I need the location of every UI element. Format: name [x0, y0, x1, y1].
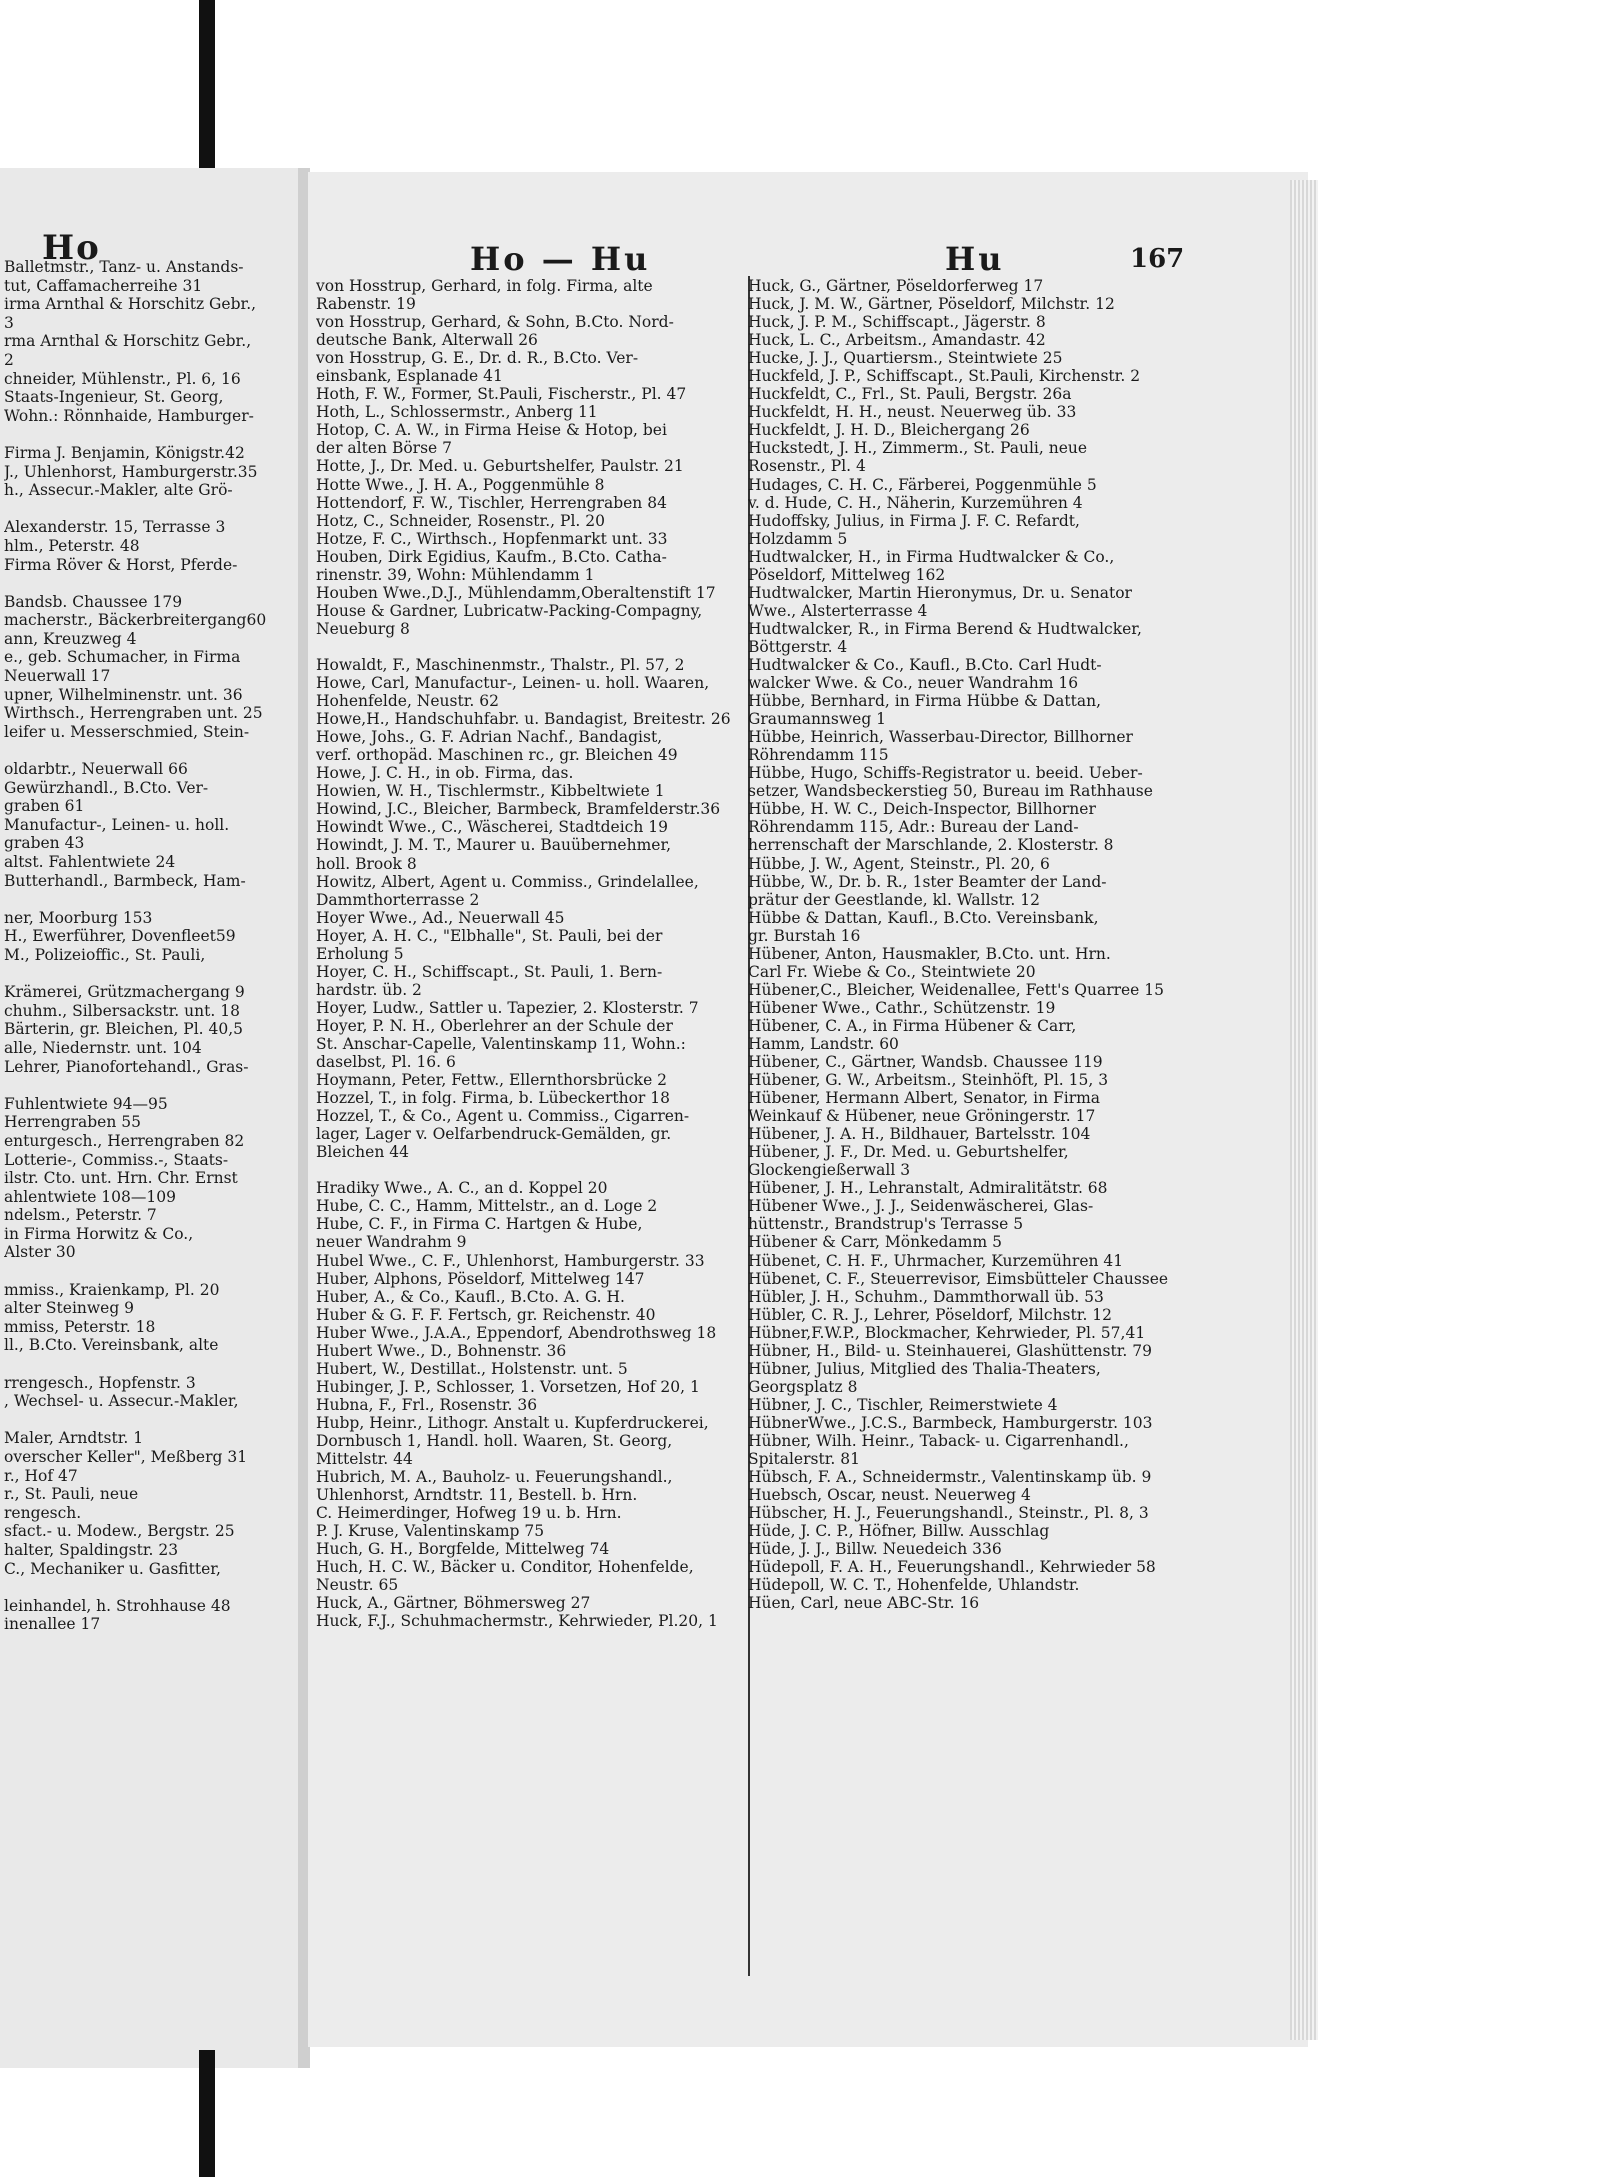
directory-entry-line: Huck, A., Gärtner, Böhmersweg 27 — [316, 1594, 591, 1613]
directory-entry-line: Hübbe, Hugo, Schiffs-Registrator u. beeid. Ueber- — [748, 764, 1143, 783]
binding-strip-top — [199, 0, 215, 170]
directory-entry-line: walcker Wwe. & Co., neuer Wandrahm 16 — [748, 674, 1079, 693]
directory-entry-line: Neuerwall 17 — [4, 667, 111, 686]
directory-entry-line: J., Uhlenhorst, Hamburgerstr.35 — [4, 462, 258, 481]
directory-entry-line: Howindt, J. M. T., Maurer u. Bauübernehmer, — [316, 836, 672, 855]
directory-entry-line — [4, 1355, 301, 1374]
directory-entry-line: Hudtwalcker, H., in Firma Hudtwalcker & Co., — [748, 547, 1115, 566]
directory-entry-line: Hoymann, Peter, Fettw., Ellernthorsbrücke 2 — [316, 1071, 668, 1090]
directory-entry-line: Huebsch, Oscar, neust. Neuerweg 4 — [748, 1486, 1031, 1505]
directory-entry-line: Dammthorterrasse 2 — [316, 890, 480, 909]
directory-entry-line: Hübener Wwe., J. J., Seidenwäscherei, Glas- — [748, 1197, 1094, 1216]
directory-entry-line: Huber, A., & Co., Kaufl., B.Cto. A. G. H. — [316, 1287, 625, 1306]
directory-entry-line: inenallee 17 — [4, 1615, 101, 1634]
directory-entry-line — [4, 425, 301, 444]
directory-entry-line: P. J. Kruse, Valentinskamp 75 — [316, 1522, 545, 1541]
directory-entry-line: M., Polizeioffic., St. Pauli, — [4, 945, 206, 964]
directory-entry-line: sfact.- u. Modew., Bergstr. 25 — [4, 1522, 235, 1541]
directory-entry-line: upner, Wilhelminenstr. unt. 36 — [4, 685, 243, 704]
directory-entry-line: Bleichen 44 — [316, 1143, 409, 1162]
directory-entry-line: altst. Fahlentwiete 24 — [4, 853, 176, 871]
directory-entry-line: Hoyer, C. H., Schiffscapt., St. Pauli, 1. Bern- — [316, 962, 663, 981]
directory-entry-line: halter, Spaldingstr. 23 — [4, 1540, 179, 1559]
directory-entry-line: Hübner, Julius, Mitglied des Thalia-Theaters, — [748, 1359, 1101, 1378]
directory-entry-line: Hübbe, J. W., Agent, Steinstr., Pl. 20, 6 — [748, 854, 1050, 873]
directory-entry-line: Hradiky Wwe., A. C., an d. Koppel 20 — [316, 1179, 608, 1198]
directory-entry-line: Huch, H. C. W., Bäcker u. Conditor, Hohenfelde, — [316, 1558, 694, 1577]
directory-entry-line: overscher Keller", Meßberg 31 — [4, 1448, 248, 1466]
directory-entry-line: enturgesch., Herrengraben 82 — [4, 1131, 245, 1150]
directory-entry-line: Hohenfelde, Neustr. 62 — [316, 692, 499, 711]
directory-entry-line: Wwe., Alsterterrasse 4 — [748, 601, 928, 620]
directory-entry-line: ll., B.Cto. Vereinsbank, alte — [4, 1336, 219, 1355]
directory-entry-line: verf. orthopäd. Maschinen rc., gr. Bleichen 49 — [316, 746, 678, 765]
directory-entry-line: Hübscher, H. J., Feuerungshandl., Steinstr., Pl. 8, 3 — [748, 1504, 1149, 1523]
directory-entry-line: Huch, G. H., Borgfelde, Mittelweg 74 — [316, 1540, 610, 1559]
directory-entry-line: Hübner,F.W.P., Blockmacher, Kehrwieder, Pl. 57,41 — [748, 1323, 1146, 1342]
directory-entry-line: lager, Lager v. Oelfarbendruck-Gemälden, gr. — [316, 1125, 672, 1144]
left-page — [0, 168, 301, 2068]
directory-entry-line: Krämerei, Grützmachergang 9 — [4, 983, 245, 1002]
directory-entry-line — [4, 1262, 301, 1281]
directory-entry-line: leifer u. Messerschmied, Stein- — [4, 722, 250, 741]
directory-entry-line — [316, 1161, 756, 1179]
directory-entry-line — [4, 500, 301, 519]
directory-entry-line: Hübener, Anton, Hausmakler, B.Cto. unt. Hrn. — [748, 944, 1111, 963]
directory-entry-line: Hübbe, W., Dr. b. R., 1ster Beamter der Land- — [748, 872, 1107, 891]
directory-entry-line: Hudoffsky, Julius, in Firma J. F. C. Refardt, — [748, 511, 1080, 530]
directory-entry-line: ann, Kreuzweg 4 — [4, 629, 137, 648]
directory-entry-line: ahlentwiete 108—109 — [4, 1187, 176, 1206]
left-page-entries — [4, 258, 301, 1634]
directory-entry-line: herrenschaft der Marschlande, 2. Klosterstr. 8 — [748, 836, 1114, 855]
directory-entry-line: r., Hof 47 — [4, 1466, 78, 1485]
directory-entry-line: Balletmstr., Tanz- u. Anstands- — [4, 258, 244, 276]
directory-entry-line: daselbst, Pl. 16. 6 — [316, 1053, 456, 1072]
directory-entry-line: Howind, J.C., Bleicher, Barmbeck, Bramfelderstr.36 — [316, 800, 721, 819]
directory-entry-line: C. Heimerdinger, Hofweg 19 u. b. Hrn. — [316, 1504, 622, 1523]
directory-entry-line: v. d. Hude, C. H., Näherin, Kurzemühren 4 — [748, 493, 1083, 512]
directory-entry-line: Howe, J. C. H., in ob. Firma, das. — [316, 764, 574, 783]
directory-entry-line: Gewürzhandl., B.Cto. Ver- — [4, 778, 209, 797]
directory-entry-line: Hübbe & Dattan, Kaufl., B.Cto. Vereinsbank, — [748, 908, 1099, 927]
directory-entry-line: Hübner, H., Bild- u. Steinhauerei, Glashüttenstr. 79 — [748, 1341, 1152, 1360]
directory-entry-line: Howe, Johs., G. F. Adrian Nachf., Bandagist, — [316, 728, 663, 747]
directory-entry-line: Maler, Arndtstr. 1 — [4, 1429, 144, 1448]
directory-entry-line: Hudtwalcker & Co., Kaufl., B.Cto. Carl Hudt- — [748, 655, 1102, 674]
directory-entry-line: Huck, J. M. W., Gärtner, Pöseldorf, Milchstr. 12 — [748, 295, 1115, 314]
directory-entry-line: rinenstr. 39, Wohn: Mühlendamm 1 — [316, 565, 595, 584]
directory-entry-line: gr. Burstah 16 — [748, 926, 861, 945]
directory-entry-line: Hübener, J. A. H., Bildhauer, Bartelsstr. 104 — [748, 1125, 1091, 1144]
directory-entry-line: Hoyer Wwe., Ad., Neuerwall 45 — [316, 908, 565, 927]
directory-entry-line: Hoth, L., Schlossermstr., Anberg 11 — [316, 403, 598, 422]
directory-entry-line — [4, 1411, 301, 1430]
directory-entry-line: Hoyer, P. N. H., Oberlehrer an der Schule der — [316, 1016, 673, 1035]
directory-entry-line: 2 — [4, 350, 14, 369]
directory-entry-line: Howindt Wwe., C., Wäscherei, Stadtdeich 19 — [316, 818, 668, 837]
directory-entry-line: Hotz, C., Schneider, Rosenstr., Pl. 20 — [316, 511, 605, 530]
directory-entry-line: Hübler, C. R. J., Lehrer, Pöseldorf, Milchstr. 12 — [748, 1305, 1113, 1324]
directory-entry-line: in Firma Horwitz & Co., — [4, 1224, 194, 1243]
directory-entry-line — [4, 1076, 301, 1095]
directory-entry-line: Erholung 5 — [316, 944, 404, 963]
directory-entry-line: Glockengießerwall 3 — [748, 1161, 911, 1180]
directory-entry-line: C., Mechaniker u. Gasfitter, — [4, 1559, 221, 1578]
directory-entry-line: Huckfeldt, H. H., neust. Neuerweg üb. 33 — [748, 403, 1077, 422]
directory-entry-line: Rosenstr., Pl. 4 — [748, 457, 866, 476]
directory-entry-line: Hubert, W., Destillat., Holstenstr. unt. 5 — [316, 1359, 628, 1378]
directory-entry-line: Dornbusch 1, Handl. holl. Waaren, St. Georg, — [316, 1432, 673, 1450]
directory-entry-line: mmiss, Peterstr. 18 — [4, 1317, 156, 1336]
directory-entry-line: H., Ewerführer, Dovenfleet59 — [4, 927, 236, 946]
directory-entry-line: Hoyer, A. H. C., "Elbhalle", St. Pauli, bei der — [316, 926, 663, 945]
directory-entry-line: rrengesch., Hopfenstr. 3 — [4, 1373, 196, 1392]
directory-entry-line: Wohn.: Rönnhaide, Hamburger- — [4, 406, 254, 425]
directory-entry-line: irma Arnthal & Horschitz Gebr., — [4, 295, 257, 314]
directory-entry-line: Hübener, C., Gärtner, Wandsb. Chaussee 119 — [748, 1053, 1103, 1072]
directory-entry-line: Staats-Ingenieur, St. Georg, — [4, 388, 224, 407]
directory-entry-line: Hübener,C., Bleicher, Weidenallee, Fett's Quarree 15 — [748, 980, 1165, 999]
directory-entry-line: Hubp, Heinr., Lithogr. Anstalt u. Kupferdruckerei, — [316, 1413, 709, 1432]
directory-entry-line: Georgsplatz 8 — [748, 1377, 858, 1396]
directory-entry-line: Röhrendamm 115, Adr.: Bureau der Land- — [748, 818, 1079, 837]
directory-entry-line: Hübener, J. H., Lehranstalt, Admiralitätstr. 68 — [748, 1179, 1108, 1198]
directory-entry-line: neuer Wandrahm 9 — [316, 1233, 467, 1252]
directory-entry-line: Howitz, Albert, Agent u. Commiss., Grindelallee, — [316, 872, 699, 891]
directory-entry-line: Hube, C. F., in Firma C. Hartgen & Hube, — [316, 1215, 643, 1234]
directory-entry-line: Hubinger, J. P., Schlosser, 1. Vorsetzen, Hof 20, 1 — [316, 1377, 700, 1396]
directory-entry-line: Hübener, Hermann Albert, Senator, in Firma — [748, 1089, 1101, 1108]
directory-entry-line: Holzdamm 5 — [748, 529, 848, 548]
directory-entry-line: Hübler, J. H., Schuhm., Dammthorwall üb. 53 — [748, 1287, 1104, 1306]
directory-entry-line — [4, 965, 301, 984]
directory-entry-line: Hübenet, C. F., Steuerrevisor, Eimsbütteler Chaussee — [748, 1269, 1169, 1288]
directory-entry-line — [4, 741, 301, 760]
directory-entry-line: Hübener & Carr, Mönkedamm 5 — [748, 1233, 1002, 1252]
directory-entry-line: Hotte, J., Dr. Med. u. Geburtshelfer, Paulstr. 21 — [316, 457, 684, 476]
directory-entry-line: Hudtwalcker, R., in Firma Berend & Hudtwalcker, — [748, 619, 1142, 638]
directory-entry-line: hardstr. üb. 2 — [316, 980, 422, 999]
directory-entry-line: Hübener Wwe., Cathr., Schützenstr. 19 — [748, 998, 1056, 1017]
directory-entry-line: Graumannsweg 1 — [748, 710, 887, 729]
directory-entry-line: Hotze, F. C., Wirthsch., Hopfenmarkt unt. 33 — [316, 529, 668, 548]
directory-entry-line: von Hosstrup, Gerhard, in folg. Firma, alte — [316, 277, 653, 295]
directory-entry-line: Bandsb. Chaussee 179 — [4, 592, 183, 611]
page-number: 167 — [1130, 244, 1185, 274]
directory-entry-line: Hozzel, T., in folg. Firma, b. Lübeckerthor 18 — [316, 1089, 670, 1108]
directory-entry-line: Hubrich, M. A., Bauholz- u. Feuerungshandl., — [316, 1468, 673, 1487]
directory-entry-line: Hübbe, Bernhard, in Firma Hübbe & Dattan, — [748, 692, 1102, 711]
directory-entry-line: Hüdepoll, F. A. H., Feuerungshandl., Kehrwieder 58 — [748, 1558, 1156, 1577]
directory-entry-line: Hozzel, T., & Co., Agent u. Commiss., Cigarren- — [316, 1107, 690, 1126]
directory-entry-line: Hüen, Carl, neue ABC-Str. 16 — [748, 1594, 980, 1613]
directory-entry-line: ilstr. Cto. unt. Hrn. Chr. Ernst — [4, 1169, 238, 1188]
directory-entry-line: Hoyer, Ludw., Sattler u. Tapezier, 2. Klosterstr. 7 — [316, 998, 699, 1017]
directory-entry-line: Hüdepoll, W. C. T., Hohenfelde, Uhlandstr. — [748, 1576, 1080, 1595]
directory-entry-line: Hübbe, H. W. C., Deich-Inspector, Billhorner — [748, 800, 1096, 819]
directory-entry-line: Hamm, Landstr. 60 — [748, 1034, 899, 1053]
directory-entry-line — [316, 638, 756, 656]
directory-entry-line: Hubna, F., Frl., Rosenstr. 36 — [316, 1395, 538, 1414]
directory-entry-line: , Wechsel- u. Assecur.-Makler, — [4, 1392, 239, 1411]
directory-entry-line: Lotterie-, Commiss.-, Staats- — [4, 1150, 229, 1169]
directory-entry-line: Butterhandl., Barmbeck, Ham- — [4, 871, 246, 890]
directory-entry-line: tut, Caffamacherreihe 31 — [4, 276, 203, 295]
directory-entry-line: Huber, Alphons, Pöseldorf, Mittelweg 147 — [316, 1269, 645, 1288]
directory-entry-line: graben 43 — [4, 834, 85, 853]
directory-entry-line: Manufactur-, Leinen- u. holl. — [4, 815, 230, 834]
directory-entry-line: Hubert Wwe., D., Bohnenstr. 36 — [316, 1341, 567, 1360]
directory-entry-line: Huber Wwe., J.A.A., Eppendorf, Abendrothsweg 18 — [316, 1323, 717, 1342]
directory-entry-line: graben 61 — [4, 797, 85, 816]
directory-entry-line: macherstr., Bäckerbreitergang60 — [4, 611, 267, 630]
column-2-header: Hu — [945, 240, 1005, 278]
directory-entry-line: Bärterin, gr. Bleichen, Pl. 40,5 — [4, 1020, 244, 1039]
directory-entry-line: einsbank, Esplanade 41 — [316, 367, 503, 386]
directory-entry-line: von Hosstrup, G. E., Dr. d. R., B.Cto. Ver- — [316, 349, 639, 368]
directory-entry-line: Hoth, F. W., Former, St.Pauli, Fischerstr., Pl. 47 — [316, 385, 687, 404]
directory-entry-line: rma Arnthal & Horschitz Gebr., — [4, 332, 252, 351]
directory-entry-line: Huber & G. F. F. Fertsch, gr. Reichenstr. 40 — [316, 1305, 656, 1324]
directory-entry-line: Huck, F.J., Schuhmachermstr., Kehrwieder, Pl.20, 1 — [316, 1612, 718, 1631]
directory-entry-line: Howien, W. H., Tischlermstr., Kibbeltwiete 1 — [316, 782, 665, 801]
directory-entry-line: Neueburg 8 — [316, 619, 410, 638]
directory-entry-line: 3 — [4, 313, 14, 332]
directory-entry-line: deutsche Bank, Alterwall 26 — [316, 331, 538, 350]
directory-entry-line: Huckstedt, J. H., Zimmerm., St. Pauli, neue — [748, 439, 1088, 458]
directory-entry-line: Hüde, J. C. P., Höfner, Billw. Ausschlag — [748, 1522, 1050, 1541]
directory-entry-line: Hübsch, F. A., Schneidermstr., Valentinskamp üb. 9 — [748, 1468, 1152, 1487]
column-1-header: Ho — Hu — [470, 240, 651, 278]
directory-entry-line: ndelsm., Peterstr. 7 — [4, 1206, 157, 1225]
directory-entry-line: Howe, Carl, Manufactur-, Leinen- u. holl. Waaren, — [316, 674, 710, 693]
directory-entry-line: Hübenet, C. H. F., Uhrmacher, Kurzemühren 41 — [748, 1251, 1124, 1270]
directory-entry-line: leinhandel, h. Strohhause 48 — [4, 1596, 231, 1615]
directory-entry-line: hüttenstr., Brandstrup's Terrasse 5 — [748, 1215, 1024, 1234]
directory-entry-line — [4, 1578, 301, 1597]
directory-entry-line: Hottendorf, F. W., Tischler, Herrengraben 84 — [316, 493, 667, 512]
directory-entry-line: chuhm., Silbersackstr. unt. 18 — [4, 1001, 240, 1020]
directory-entry-line: ner, Moorburg 153 — [4, 908, 153, 927]
directory-entry-line: Hübner, Wilh. Heinr., Taback- u. Cigarrenhandl., — [748, 1432, 1129, 1450]
directory-entry-line: mmiss., Kraienkamp, Pl. 20 — [4, 1280, 220, 1299]
directory-entry-line: hlm., Peterstr. 48 — [4, 536, 140, 555]
directory-entry-line: HübnerWwe., J.C.S., Barmbeck, Hamburgerstr. 103 — [748, 1413, 1153, 1432]
directory-entry-line: der alten Börse 7 — [316, 439, 452, 458]
directory-entry-line: alle, Niedernstr. unt. 104 — [4, 1038, 202, 1057]
directory-entry-line: Hübner, J. C., Tischler, Reimerstwiete 4 — [748, 1395, 1058, 1414]
directory-entry-line: Herrengraben 55 — [4, 1113, 141, 1132]
directory-entry-line: chneider, Mühlenstr., Pl. 6, 16 — [4, 369, 241, 388]
directory-entry-line: alter Steinweg 9 — [4, 1299, 135, 1318]
directory-entry-line: Spitalerstr. 81 — [748, 1450, 860, 1469]
directory-entry-line: Houben, Dirk Egidius, Kaufm., B.Cto. Catha- — [316, 547, 667, 566]
binding-strip-bottom — [199, 2050, 215, 2177]
directory-entry-line: prätur der Geestlande, kl. Wallstr. 12 — [748, 890, 1041, 909]
directory-entry-line: Hübener, C. A., in Firma Hübener & Carr, — [748, 1016, 1077, 1035]
directory-entry-line — [4, 574, 301, 593]
directory-entry-line: setzer, Wandsbeckerstieg 50, Bureau im Rathhause — [748, 782, 1153, 801]
directory-entry-line: Alexanderstr. 15, Terrasse 3 — [4, 518, 226, 537]
directory-entry-line: Mittelstr. 44 — [316, 1450, 413, 1469]
directory-entry-line: Fuhlentwiete 94—95 — [4, 1094, 168, 1113]
directory-entry-line: Böttgerstr. 4 — [748, 637, 848, 656]
directory-entry-line: Huckfeld, J. P., Schiffscapt., St.Pauli, Kirchenstr. 2 — [748, 367, 1141, 386]
directory-entry-line: Firma J. Benjamin, Königstr.42 — [4, 443, 245, 462]
directory-entry-line: Pöseldorf, Mittelweg 162 — [748, 565, 946, 584]
directory-entry-line: Hudtwalcker, Martin Hieronymus, Dr. u. Senator — [748, 583, 1132, 602]
directory-entry-line: Hudages, C. H. C., Färberei, Poggenmühle 5 — [748, 475, 1097, 494]
directory-entry-line: Alster 30 — [4, 1243, 76, 1262]
directory-entry-line: Röhrendamm 115 — [748, 746, 889, 765]
directory-entry-line: Hube, C. C., Hamm, Mittelstr., an d. Loge 2 — [316, 1197, 658, 1216]
directory-entry-line — [4, 890, 301, 909]
directory-entry-line: Huckfeldt, J. H. D., Bleichergang 26 — [748, 421, 1030, 440]
directory-entry-line: Huck, G., Gärtner, Pöseldorferweg 17 — [748, 277, 1044, 295]
directory-entry-line: Huck, L. C., Arbeitsm., Amandastr. 42 — [748, 331, 1046, 350]
page-edge — [1290, 180, 1318, 2040]
directory-entry-line: Weinkauf & Hübener, neue Gröningerstr. 17 — [748, 1107, 1096, 1126]
directory-entry-line: Wirthsch., Herrengraben unt. 25 — [4, 704, 263, 723]
directory-entry-line: rengesch. — [4, 1503, 82, 1522]
directory-entry-line: Hübbe, Heinrich, Wasserbau-Director, Billhorner — [748, 728, 1133, 747]
directory-entry-line: Rabenstr. 19 — [316, 295, 416, 314]
directory-entry-line: Hotop, C. A. W., in Firma Heise & Hotop, bei — [316, 421, 667, 440]
directory-entry-line: e., geb. Schumacher, in Firma — [4, 648, 241, 667]
directory-entry-line: Neustr. 65 — [316, 1576, 399, 1595]
directory-entry-line: oldarbtr., Neuerwall 66 — [4, 760, 188, 779]
directory-entry-line: Hüde, J. J., Billw. Neuedeich 336 — [748, 1540, 1002, 1559]
directory-entry-line: Huckfeldt, C., Frl., St. Pauli, Bergstr. 26a — [748, 385, 1072, 404]
directory-entry-line: h., Assecur.-Makler, alte Grö- — [4, 481, 233, 500]
directory-entry-line: Houben Wwe.,D.J., Mühlendamm,Oberaltenstift 17 — [316, 583, 716, 602]
directory-entry-line: holl. Brook 8 — [316, 854, 417, 873]
directory-entry-line: von Hosstrup, Gerhard, & Sohn, B.Cto. Nord- — [316, 313, 674, 332]
directory-entry-line: Hucke, J. J., Quartiersm., Steintwiete 25 — [748, 349, 1063, 368]
directory-entry-line: St. Anschar-Capelle, Valentinskamp 11, Wohn.: — [316, 1034, 686, 1053]
directory-entry-line: Howaldt, F., Maschinenmstr., Thalstr., Pl. 57, 2 — [316, 655, 685, 674]
directory-entry-line: Howe,H., Handschuhfabr. u. Bandagist, Breitestr. 26 — [316, 710, 731, 729]
directory-column-2 — [748, 277, 1210, 1612]
directory-entry-line: Hubel Wwe., C. F., Uhlenhorst, Hamburgerstr. 33 — [316, 1251, 705, 1270]
directory-entry-line: Huck, J. P. M., Schiffscapt., Jägerstr. 8 — [748, 313, 1046, 332]
directory-column-1 — [316, 277, 756, 1631]
directory-entry-line: Carl Fr. Wiebe & Co., Steintwiete 20 — [748, 962, 1036, 981]
directory-entry-line: House & Gardner, Lubricatw-Packing-Compagny, — [316, 601, 703, 620]
directory-entry-line: Lehrer, Pianofortehandl., Gras- — [4, 1057, 249, 1076]
directory-entry-line: Hotte Wwe., J. H. A., Poggenmühle 8 — [316, 475, 605, 494]
directory-entry-line: Hübener, G. W., Arbeitsm., Steinhöft, Pl. 15, 3 — [748, 1071, 1109, 1090]
directory-entry-line: Hübener, J. F., Dr. Med. u. Geburtshelfer, — [748, 1143, 1069, 1162]
directory-entry-line: Uhlenhorst, Arndtstr. 11, Bestell. b. Hrn. — [316, 1486, 638, 1505]
directory-entry-line: Firma Röver & Horst, Pferde- — [4, 555, 238, 574]
left-page-header: Ho — [42, 228, 101, 268]
directory-entry-line: r., St. Pauli, neue — [4, 1485, 139, 1504]
